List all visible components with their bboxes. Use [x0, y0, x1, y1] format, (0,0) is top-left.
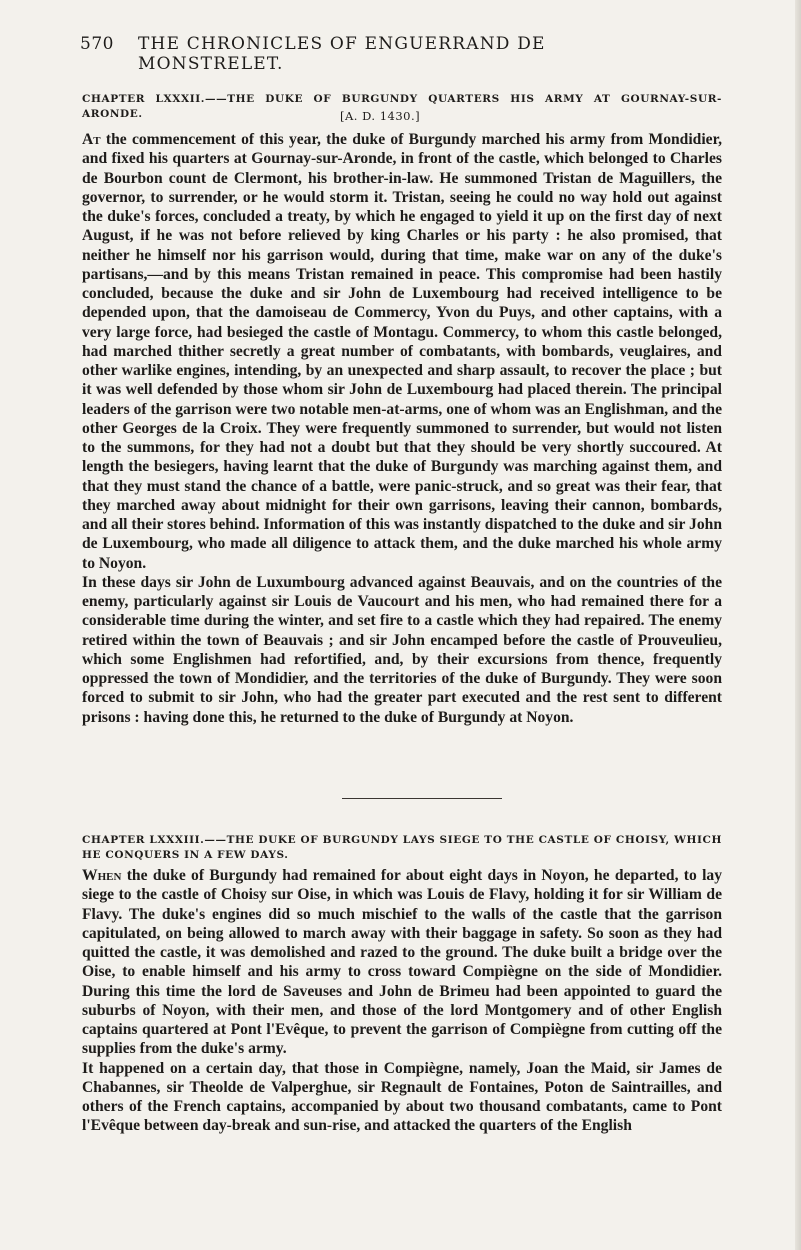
running-title: THE CHRONICLES OF ENGUERRAND DE MONSTRELET. — [138, 34, 546, 74]
paragraph — [82, 573, 722, 727]
paragraph-lead-word: At — [82, 131, 101, 148]
page-number: 570 — [80, 34, 114, 54]
paragraph-text: In these days sir John de Luxumbourg advanced against Beauvais, and on the countries of the enemy, particularly against sir Louis de Vaucourt and his men, who had remained there for a considerable time during the winter, and set fire to a castle which they had repaired. The enemy retired within the town of Beauvais ; and sir John encamped before the castle of Prouveulieu, which some Englishmen had refortified, and, by their excursions from thence, frequently oppressed the town of Mondidier, and the territories of the duke of Burgundy. They were soon forced to submit to sir John, who had the greater part executed and the rest sent to different prisons : having done this, he returned to the duke of Burgundy at Noyon. — [82, 573, 722, 726]
paragraph-lead-word: When — [82, 867, 122, 884]
paragraph — [82, 866, 722, 1059]
chapter-82-body — [82, 130, 722, 727]
section-divider — [342, 798, 502, 799]
chapter-83-body — [82, 866, 722, 1136]
chapter-82-heading: CHAPTER LXXXII.——THE DUKE OF BURGUNDY QUARTERS HIS ARMY AT GOURNAY-SUR-ARONDE. — [82, 93, 722, 120]
chapter-82-dateline: [A. D. 1430.] — [340, 109, 421, 123]
paragraph-text: It happened on a certain day, that those in Compiègne, namely, Joan the Maid, sir James de Chabannes, sir Theolde de Valperghue, sir Regnault de Fontaines, Poton de Saintrailles, and others of the French captains, accompanied by about two thousand combatants, came to Pont l'Evêque between day-break and sun-rise, and attacked the quarters of the English — [82, 1059, 722, 1135]
paragraph-text: the commencement of this year, the duke of Burgundy marched his army from Mondidier, and fixed his quarters at Gournay-sur-Aronde, in front of the castle, which belonged to Charles de Bourbon count de Clermont, his brother-in-law. He summoned Tristan de Maguillers, the governor, to surrender, or he would storm it. Tristan, seeing he could no way hold out against the duke's forces, concluded a treaty, by which he engaged to yield it up on the first day of next August, if he was not before relieved by king Charles or his party : he also promised, that neither he himself nor his garrison would, during that time, make war on any of the duke's partisans,—and by this means Tristan remained in peace. This compromise had been hastily concluded, because the duke and sir John de Luxembourg had received intelligence to be depended upon, that the damoiseau de Commercy, Yvon du Puys, and other captains, with a very large force, had besieged the castle of Montagu. Commercy, to whom this castle belonged, had marched thither secretly a great number of combatants, with bombards, veuglaires, and other warlike engines, intending, by an unexpected and sharp assault, to recover the place ; but it was well defended by those whom sir John de Luxembourg had placed therein. The principal leaders of the garrison were two notable men-at-arms, one of whom was an Englishman, and the other Georges de la Croix. They were frequently summoned to surrender, but would not listen to the summons, for they had not a doubt but that they should be very shortly succoured. At length the besiegers, having learnt that the duke of Burgundy was marching against them, and that they must stand the chance of a battle, were panic-struck, and so great was their fear, that they marched away about midnight for their own garrisons, leaving their cannon, bombards, and all their stores behind. Information of this was instantly dispatched to the duke and sir John de Luxembourg, who made all diligence to attack them, and the duke marched his whole army to Noyon. — [82, 131, 722, 572]
paragraph — [82, 130, 722, 573]
paragraph-text: the duke of Burgundy had remained for about eight days in Noyon, he departed, to lay siege to the castle of Choisy sur Oise, in which was Louis de Flavy, holding it for sir William de Flavy. The duke's engines did so much mischief to the walls of the castle that the garrison capitulated, on being allowed to march away with their baggage in safety. So soon as they had quitted the castle, it was demolished and razed to the ground. The duke built a bridge over the Oise, to enable himself and his army to cross toward Compiègne on the side of Mondidier. During this time the lord de Saveuses and John de Brimeu had been appointed to guard the suburbs of Noyon, with their men, and those of the lord Montgomery and of other English captains quartered at Pont l'Evêque, to prevent the garrison of Compiègne from cutting off the supplies from the duke's army. — [82, 867, 722, 1058]
page-edge-shadow — [795, 0, 801, 1250]
running-header — [80, 34, 680, 74]
paragraph — [82, 1059, 722, 1136]
chapter-83-heading: CHAPTER LXXXIII.——THE DUKE OF BURGUNDY LAYS SIEGE TO THE CASTLE OF CHOISY, WHICH HE CONQUERS IN A FEW DAYS. — [82, 834, 722, 861]
